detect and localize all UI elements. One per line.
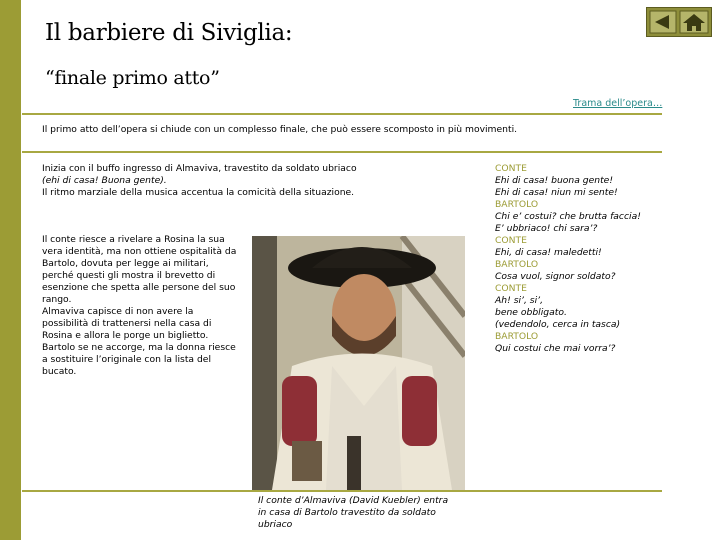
libretto-line: Ehi di casa! buona gente! <box>495 175 614 186</box>
libretto-line: E’ ubbriaco! chi sara’? <box>495 223 598 234</box>
header-divider <box>22 113 662 115</box>
bottom-divider <box>22 490 662 492</box>
paragraph-entrance-quote: (ehi di casa! Buona gente). <box>42 175 167 186</box>
almaviva-photo <box>252 236 465 490</box>
page-subtitle: “finale primo atto” <box>45 67 220 89</box>
navigation-buttons[interactable] <box>646 7 712 37</box>
photo-caption: Il conte d’Almaviva (David Kuebler) entra in casa di Bartolo travestito da soldato ubriaco <box>258 495 449 530</box>
libretto-line: (vedendolo, cerca in tasca) <box>495 319 621 330</box>
libretto-line: Qui costui che mai vorra’? <box>495 343 616 354</box>
paragraph-identity-part1: Il conte riesce a rivelare a Rosina la sua vera identità, ma non ottiene ospitalità da Bartolo, dovuta per legge ai militari, perché questi gli mostra il brevetto di esenzione che spetta alle persone del suo rango. <box>42 234 237 305</box>
libretto-speaker: BARTOLO <box>495 199 539 210</box>
libretto-speaker: CONTE <box>495 235 527 246</box>
libretto-speaker: BARTOLO <box>495 331 539 342</box>
libretto-line: bene obbligato. <box>495 307 567 318</box>
intro-text: Il primo atto dell’opera si chiude con un complesso finale, che può essere scomposto in più movimenti. <box>42 124 518 135</box>
paragraph-entrance-line1: Inizia con il buffo ingresso di Almaviva, travestito da soldato ubriaco <box>42 163 357 174</box>
nav-icons <box>647 8 711 36</box>
libretto-speaker: CONTE <box>495 163 527 174</box>
libretto-line: Chi e’ costui? che brutta faccia! <box>495 211 641 222</box>
libretto-line: Ehi, di casa! maledetti! <box>495 247 602 258</box>
libretto-line: Cosa vuol, signor soldato? <box>495 271 616 282</box>
libretto-line: Ehi di casa! niun mi sente! <box>495 187 618 198</box>
libretto-excerpt <box>495 163 695 355</box>
paragraph-identity-part2: Almaviva capisce di non avere la possibilità di trattenersi nella casa di Rosina e allora le porge un biglietto. Bartolo se ne accorge, ma la donna riesce a sostituire l’originale con la lista del bucato. <box>42 306 236 377</box>
paragraph-entrance <box>42 163 412 199</box>
libretto-line: Ah! si’, si’, <box>495 295 543 306</box>
paragraph-identity <box>42 234 242 378</box>
intro-divider <box>22 151 662 153</box>
libretto-speaker: BARTOLO <box>495 259 539 270</box>
trama-link[interactable]: Trama dell’opera… <box>573 98 663 109</box>
libretto-speaker: CONTE <box>495 283 527 294</box>
page-title: Il barbiere di Siviglia: <box>45 20 293 46</box>
left-accent-bar <box>0 0 21 540</box>
paragraph-entrance-line3: Il ritmo marziale della musica accentua la comicità della situazione. <box>42 187 355 198</box>
photo-illustration <box>252 236 465 490</box>
